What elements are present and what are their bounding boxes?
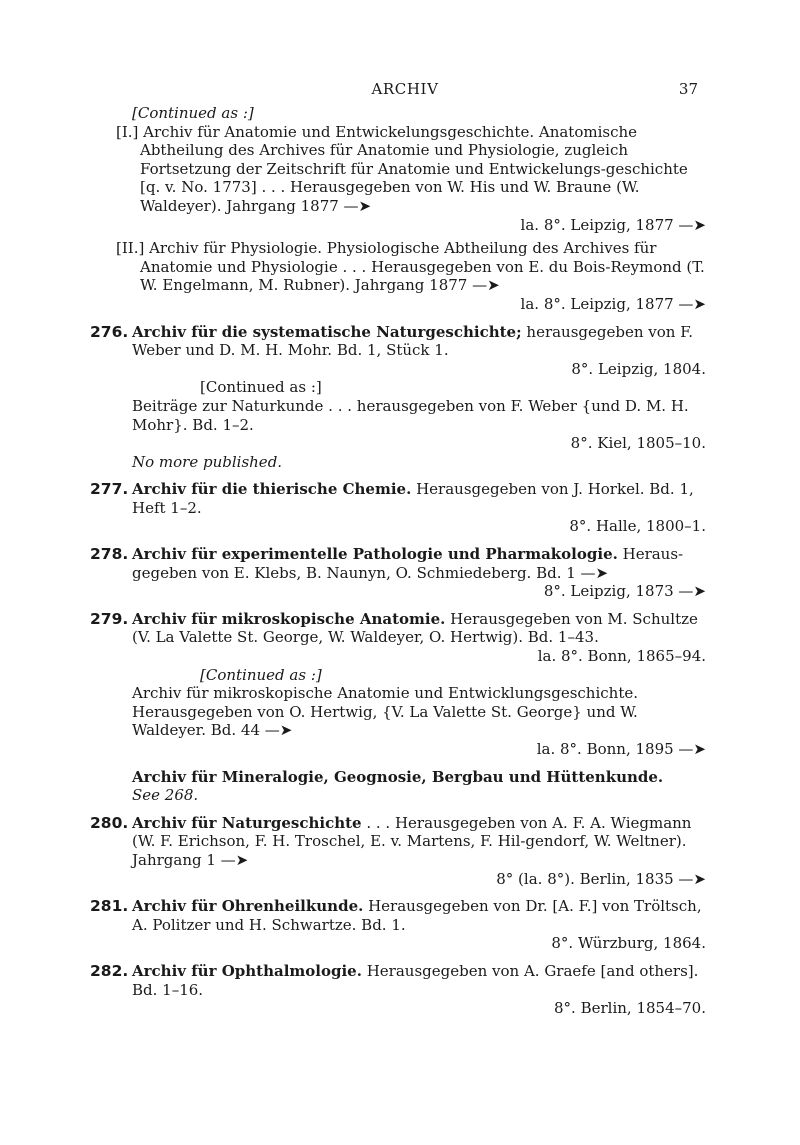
page-header bbox=[90, 80, 720, 100]
entry-text: Herausgegeben von M. Schultze (V. La Valette St. George, W. Waldeyer, O. Hertwig). Bd. 1–43. bbox=[132, 609, 698, 647]
intro-block bbox=[90, 104, 712, 314]
catalog-entry bbox=[90, 323, 712, 472]
entry-text: herausgegeben von F. Weber und D. M. H. Mohr. Bd. 1, Stück 1. bbox=[132, 322, 694, 360]
entry-number: 280. bbox=[90, 813, 129, 832]
entry-number: 282. bbox=[90, 961, 129, 980]
sub-entry-text: [I.] Archiv für Anatomie und Entwickelungsgeschichte. Anatomische Abtheilung des Archives für Anatomie und Physiologie, zugleich Fortsetzung der Zeitschrift für Anatomie und Entwickelungs-geschichte [q. v. No. 1773] . . . Herausgegeben von W. His und W. Braune (W. Waldeyer). Jahrgang 1877 —➤ bbox=[116, 122, 688, 215]
catalog-entry bbox=[90, 814, 712, 888]
continued-note: [Continued as :] bbox=[200, 665, 322, 684]
running-head: ARCHIV bbox=[371, 80, 439, 98]
continuation-imprint: 8°. Kiel, 1805–10. bbox=[570, 434, 706, 453]
entry-imprint: 8° (la. 8°). Berlin, 1835 —➤ bbox=[496, 869, 706, 888]
page-number: 37 bbox=[678, 80, 698, 98]
continuation-text: Archiv für mikroskopische Anatomie und Entwicklungsgeschichte. Herausgegeben von O. Hertwig, {V. La Valette St. George} und W. Waldeyer. Bd. 44 —➤ bbox=[132, 684, 638, 740]
entry-title: Archiv für experimentelle Pathologie und Pharmakologie. bbox=[132, 545, 618, 564]
entry-imprint: 8°. Leipzig, 1873 —➤ bbox=[543, 582, 706, 601]
continuation-text: Beiträge zur Naturkunde . . . herausgegeben von F. Weber {und D. M. H. Mohr}. Bd. 1–2. bbox=[132, 396, 689, 434]
entry-number: 276. bbox=[90, 322, 129, 341]
entry-text: Heraus-gegeben von E. Klebs, B. Naunyn, O. Schmiedeberg. Bd. 1 —➤ bbox=[132, 545, 684, 582]
entry-number: 281. bbox=[90, 897, 129, 916]
entry-text: Herausgegeben von A. Graefe [and others]. Bd. 1–16. bbox=[132, 961, 699, 999]
continuation-imprint: la. 8°. Bonn, 1895 —➤ bbox=[536, 740, 706, 758]
entry-note: No more published. bbox=[132, 452, 283, 471]
see-reference: See 268. bbox=[132, 786, 199, 805]
entry-text: Herausgegeben von J. Horkel. Bd. 1, Heft 1–2. bbox=[132, 480, 694, 517]
catalog-entry bbox=[90, 545, 712, 601]
catalog-entry bbox=[90, 480, 712, 536]
entry-title: Archiv für die systematische Naturgeschichte; bbox=[132, 322, 522, 341]
entry-title: Archiv für Ohrenheilkunde. bbox=[132, 897, 364, 916]
entry-title: Archiv für mikroskopische Anatomie. bbox=[132, 609, 446, 628]
entry-title: Archiv für Mineralogie, Geognosie, Bergbau und Hüttenkunde. bbox=[132, 767, 664, 786]
sub-entry-imprint: la. 8°. Leipzig, 1877 —➤ bbox=[520, 294, 706, 313]
sub-entry-text: [II.] Archiv für Physiologie. Physiologische Abtheilung des Archives für Anatomie und Physiologie . . . Herausgegeben von E. du Bois-Reymond (T. W. Engelmann, M. Rubner). Jahrgang 1877 —➤ bbox=[116, 239, 705, 295]
catalog-entry bbox=[90, 962, 712, 1018]
entry-title: Archiv für Ophthalmologie. bbox=[132, 961, 362, 980]
catalog-entry bbox=[90, 610, 712, 759]
continued-note: [Continued as :] bbox=[132, 104, 254, 122]
entry-number: 278. bbox=[90, 545, 129, 564]
entry-imprint: 8°. Berlin, 1854–70. bbox=[554, 999, 706, 1018]
entry-text: . . . Herausgegeben von A. F. A. Wiegmann (W. F. Erichson, F. H. Troschel, E. v. Martens, F. Hil-gendorf, W. Weltner). Jahrgang 1 —➤ bbox=[132, 813, 692, 869]
entry-number: 279. bbox=[90, 609, 129, 628]
entry-number: 277. bbox=[90, 480, 129, 499]
cross-reference-entry bbox=[90, 768, 712, 805]
entry-text: Herausgegeben von Dr. [A. F.] von Tröltsch, A. Politzer und H. Schwartze. Bd. 1. bbox=[132, 897, 702, 934]
entry-title: Archiv für die thierische Chemie. bbox=[132, 480, 412, 499]
entry-imprint: la. 8°. Bonn, 1865–94. bbox=[537, 647, 706, 666]
entry-imprint: 8°. Halle, 1800–1. bbox=[569, 517, 706, 536]
entry-title: Archiv für Naturgeschichte bbox=[132, 813, 362, 832]
catalog-content bbox=[90, 104, 712, 1018]
continued-note: [Continued as :] bbox=[200, 378, 322, 397]
catalog-entry bbox=[90, 897, 712, 953]
entry-imprint: 8°. Würzburg, 1864. bbox=[551, 934, 706, 953]
sub-entry-imprint: la. 8°. Leipzig, 1877 —➤ bbox=[520, 215, 706, 234]
entry-imprint: 8°. Leipzig, 1804. bbox=[571, 359, 706, 378]
